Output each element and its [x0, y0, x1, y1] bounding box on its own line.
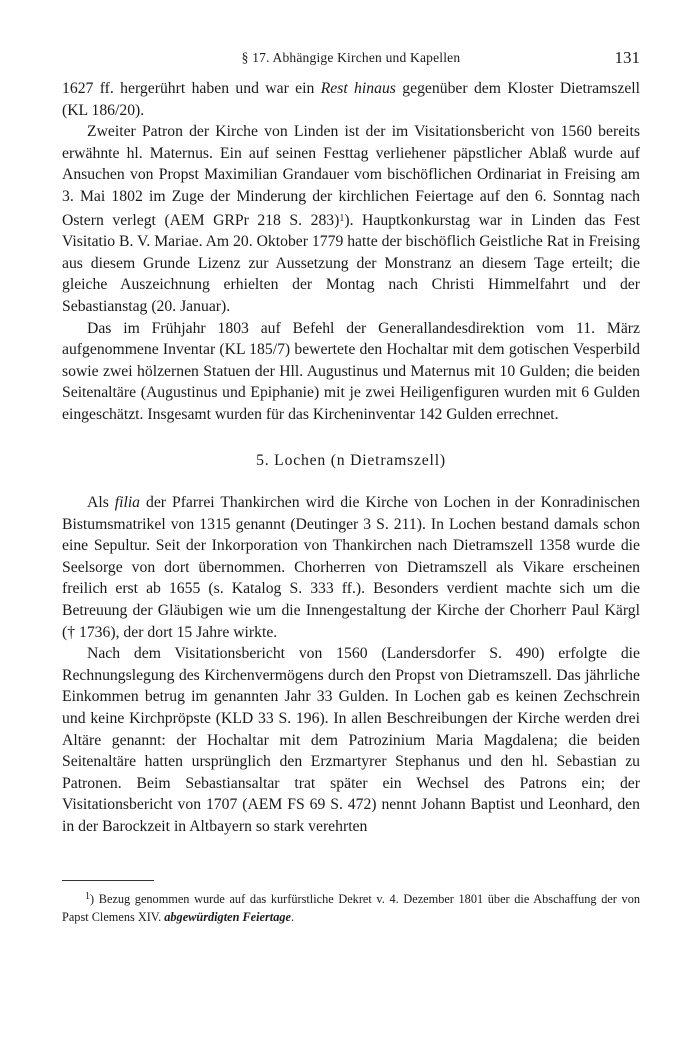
footnote-divider	[62, 880, 154, 881]
section-heading: 5. Lochen (n Dietramszell)	[256, 451, 446, 469]
footnote-emphasis: abgewürdigten Feiertage	[164, 910, 291, 924]
body-text	[62, 78, 640, 838]
paragraph-text: Zweiter Patron der Kirche von Linden ist der im Visitationsbericht von 1560 bereits erwähnte hl. Maternus. Ein auf seinen Festtag verliehener päpstlicher Ablaß wurde auf Ansuchen von Propst Maximilian Grandauer vom bischöflichen Ordinariat in Freising am 3. Mai 1802 im Zuge der Minderung der kirchlichen Feiertage auf den 6. Sonntag nach Ostern verlegt (AEM GRPr 218 S. 283)	[62, 123, 640, 229]
paragraph-text: der Pfarrei Thankirchen wird die Kirche von Lochen in der Konradinischen Bistumsmatrikel von 1315 genannt (Deutinger 3 S. 211). In Lochen bestand damals schon eine Sepultur. Seit der Inkorporation von Thankirchen nach Dietramszell 1358 wurde die Seelsorge von dort übernommen. Chorherren von Dietramszell als Vikare erscheinen freilich erst ab 1655 (s. Katalog S. 333 ff.). Besonders verdient machte sich um die Betreuung der Gläubigen wie um die Innengestaltung der Kirche der Chorherr Paul Kärgl († 1736), der dort 15 Jahre wirkte.	[62, 494, 640, 641]
footnote-text: .	[290, 910, 295, 924]
footnote-reference: 1	[339, 212, 345, 224]
emphasis-text: Rest hinaus	[320, 80, 396, 97]
paragraph-continuation	[62, 78, 640, 121]
paragraph-patron	[62, 121, 640, 317]
paragraph-lochen-history	[62, 492, 640, 643]
paragraph-text: ). Hauptkonkurstag war in Linden das Fest Visitatio B. V. Mariae. Am 20. Oktober 1779 hatte der bischöflich Geistliche Rat in Freising aus diesem Grunde Lizenz zur Aussetzung der Monstranz an diesem Tage erteilt; die gleiche Auszeichnung erhielten der Montag nach Christi Himmelfahrt und der Sebastianstag (20. Januar).	[62, 211, 640, 315]
footnote	[62, 888, 640, 926]
footnote-text: ) Bezug genommen wurde auf das kurfürstliche Dekret v. 4. Dezember 1801 über die Abschaffung der von Papst Clemens XIV.	[62, 892, 640, 924]
paragraph-text: Als	[87, 494, 115, 512]
paragraph-text: gegenüber dem Kloster Dietramszell (KL 186/20).	[62, 80, 641, 119]
emphasis-text: filia	[114, 494, 141, 512]
page-number: 131	[614, 48, 640, 67]
running-head	[62, 48, 640, 70]
paragraph-text: 1627 ff. hergerührt haben und war ein	[62, 80, 321, 97]
footnote-mark: 1	[85, 891, 90, 902]
paragraph-inventory: Das im Frühjahr 1803 auf Befehl der Generallandesdirektion vom 11. März aufgenommene Inventar (KL 185/7) bewertete den Hochaltar mit dem gotischen Vesperbild sowie zwei hölzernen Statuen der Hll. Augustinus und Maternus mit 10 Gulden; die beiden Seitenaltäre (Augustinus und Epiphanie) mit je zwei Heiligenfiguren wurden mit 6 Gulden eingeschätzt. Insgesamt wurden für das Kircheninventar 142 Gulden errechnet.	[62, 319, 640, 423]
paragraph-lochen-visitation: Nach dem Visitationsbericht von 1560 (Landersdorfer S. 490) erfolgte die Rechnungslegung des Kirchenvermögens durch den Propst von Dietramszell. Das jährliche Einkommen betrug im genannten Jahr 33 Gulden. In Lochen gab es keinen Zechschrein und keine Kirchpröpste (KLD 33 S. 196). In allen Beschreibungen der Kirche werden drei Altäre genannt: der Hochaltar mit dem Patrozinium Maria Magdalena; die beiden Seitenaltäre hatten ursprünglich den Erzmartyrer Stephanus und den hl. Sebastian zu Patronen. Beim Sebastiansaltar trat später ein Wechsel des Patrons ein; der Visitationsbericht von 1707 (AEM FS 69 S. 472) nennt Johann Baptist und Leonhard, den in der Barockzeit in Altbayern so stark verehrten	[62, 645, 640, 835]
running-head-title: § 17. Abhängige Kirchen und Kapellen	[241, 50, 461, 65]
footnote-paragraph	[62, 888, 640, 926]
